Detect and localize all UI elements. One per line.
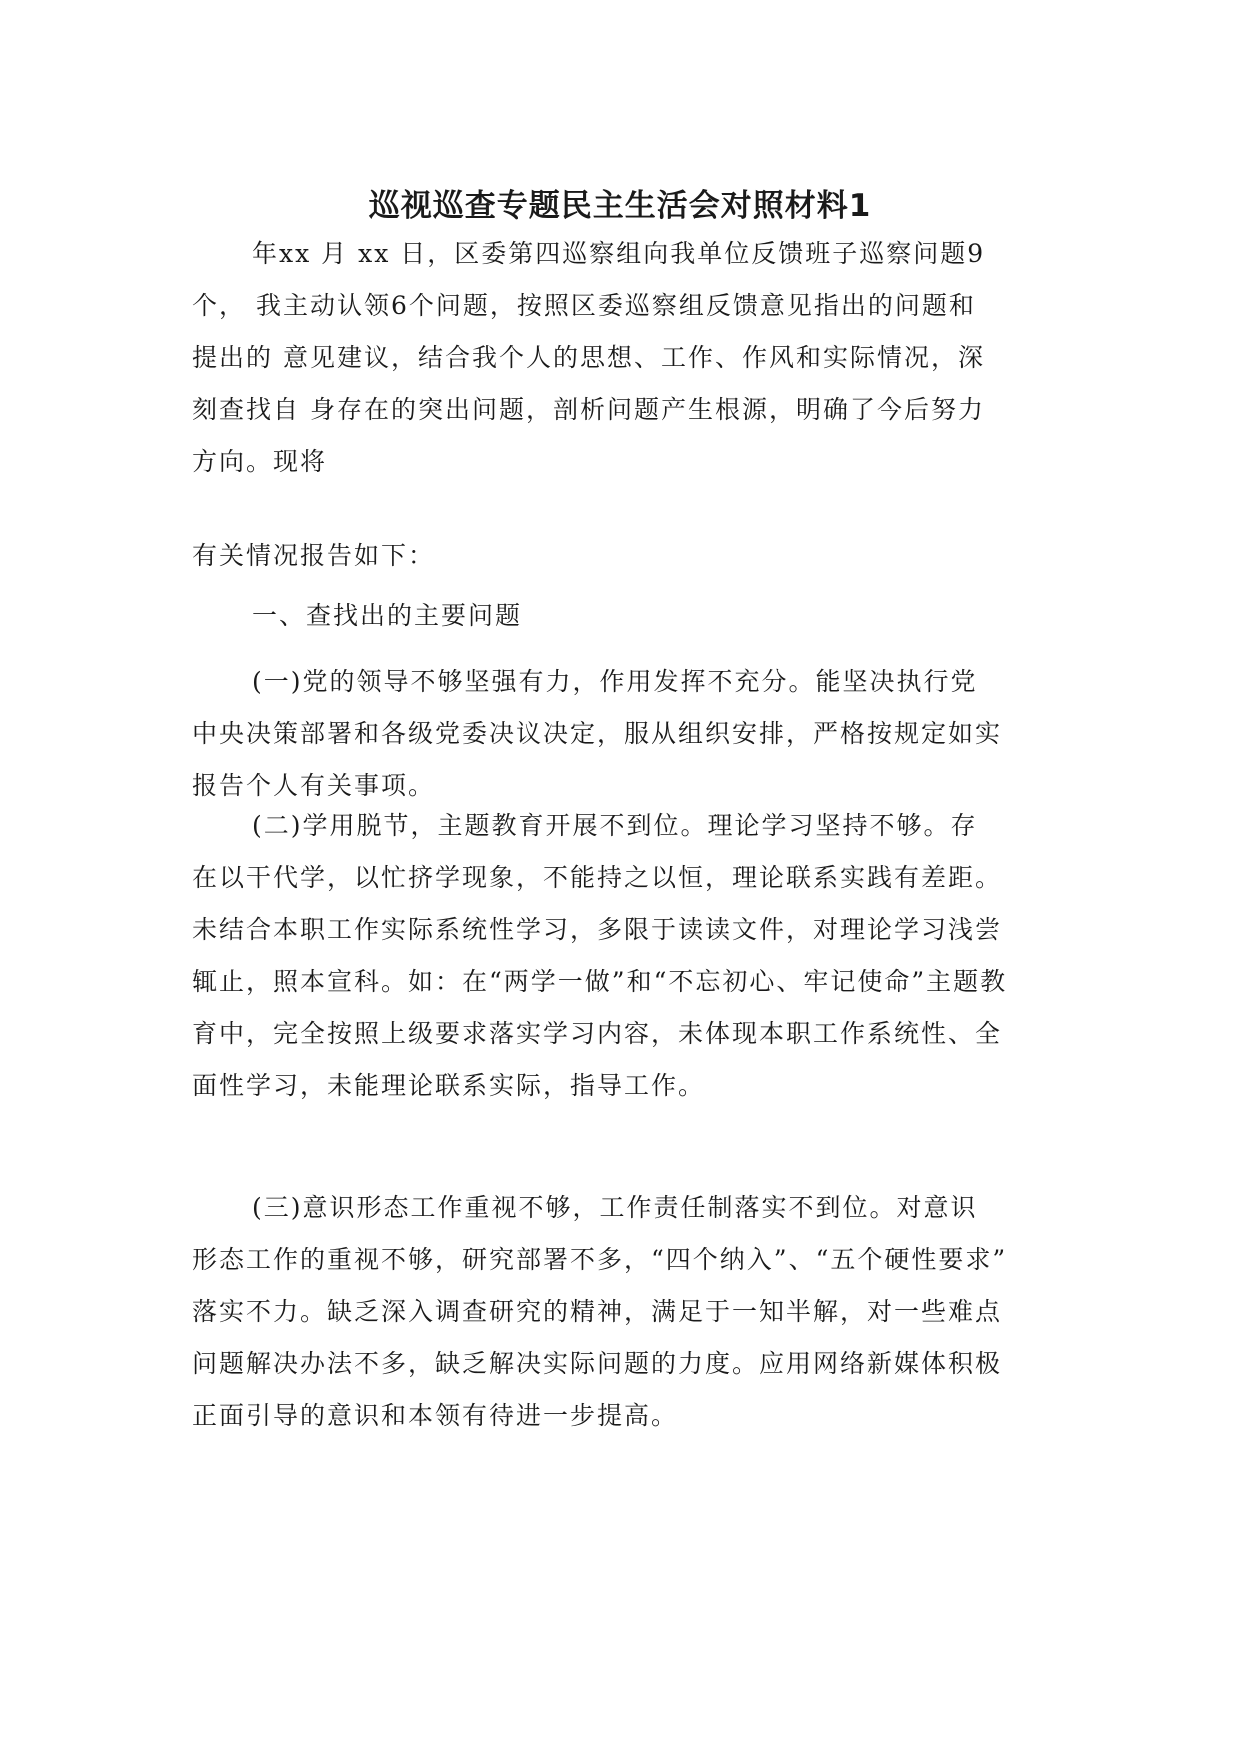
text-line: 刻查找自 身存在的突出问题，剖析问题产生根源，明确了今后努力 bbox=[192, 395, 985, 424]
section-heading-text: 一、查找出的主要问题 bbox=[252, 601, 523, 630]
text-line: 年xx 月 xx 日，区委第四巡察组向我单位反馈班子巡察问题9 bbox=[252, 239, 986, 268]
text-line: 落实不力。缺乏深入调查研究的精神，满足于一知半解，对一些难点 bbox=[192, 1297, 1003, 1326]
text-line: 方向。现将 bbox=[192, 447, 328, 476]
problem-item-1 bbox=[192, 656, 1052, 812]
text-line: 问题解决办法不多，缺乏解决实际问题的力度。应用网络新媒体积极 bbox=[192, 1349, 1003, 1378]
text-line: 报告个人有关事项。 bbox=[192, 771, 436, 800]
report-intro-line bbox=[192, 530, 1052, 582]
text-line: 形态工作的重视不够，研究部署不多，“四个纳入”、“五个硬性要求” bbox=[192, 1245, 1008, 1274]
text-line: 育中，完全按照上级要求落实学习内容，未体现本职工作系统性、全 bbox=[192, 1019, 1003, 1048]
text-line: (二)学用脱节，主题教育开展不到位。理论学习坚持不够。存 bbox=[252, 811, 978, 840]
text-line: 个， 我主动认领6个问题，按照区委巡察组反馈意见指出的问题和 bbox=[192, 291, 976, 320]
text-line: 提出的 意见建议，结合我个人的思想、工作、作风和实际情况，深 bbox=[192, 343, 985, 372]
text-line: 辄止，照本宣科。如：在“两学一做”和“不忘初心、牢记使命”主题教 bbox=[192, 967, 1008, 996]
text-line: 未结合本职工作实际系统性学习，多限于读读文件，对理论学习浅尝 bbox=[192, 915, 1003, 944]
text-line: 在以干代学，以忙挤学现象，不能持之以恒，理论联系实践有差距。 bbox=[192, 863, 1003, 892]
intro-paragraph bbox=[192, 228, 1052, 488]
problem-item-3 bbox=[192, 1182, 1052, 1442]
text-line: 中央决策部署和各级党委决议决定，服从组织安排，严格按规定如实 bbox=[192, 719, 1003, 748]
text-line: 正面引导的意识和本领有待进一步提高。 bbox=[192, 1401, 679, 1430]
text-line: 有关情况报告如下： bbox=[192, 541, 436, 570]
text-line: (三)意识形态工作重视不够，工作责任制落实不到位。对意识 bbox=[252, 1193, 978, 1222]
document-title: 巡视巡查专题民主生活会对照材料1 bbox=[368, 188, 872, 224]
text-line: 面性学习，未能理论联系实际，指导工作。 bbox=[192, 1071, 706, 1100]
text-line: (一)党的领导不够坚强有力，作用发挥不充分。能坚决执行党 bbox=[252, 667, 978, 696]
problem-item-2 bbox=[192, 800, 1052, 1112]
section-heading bbox=[192, 590, 1052, 642]
